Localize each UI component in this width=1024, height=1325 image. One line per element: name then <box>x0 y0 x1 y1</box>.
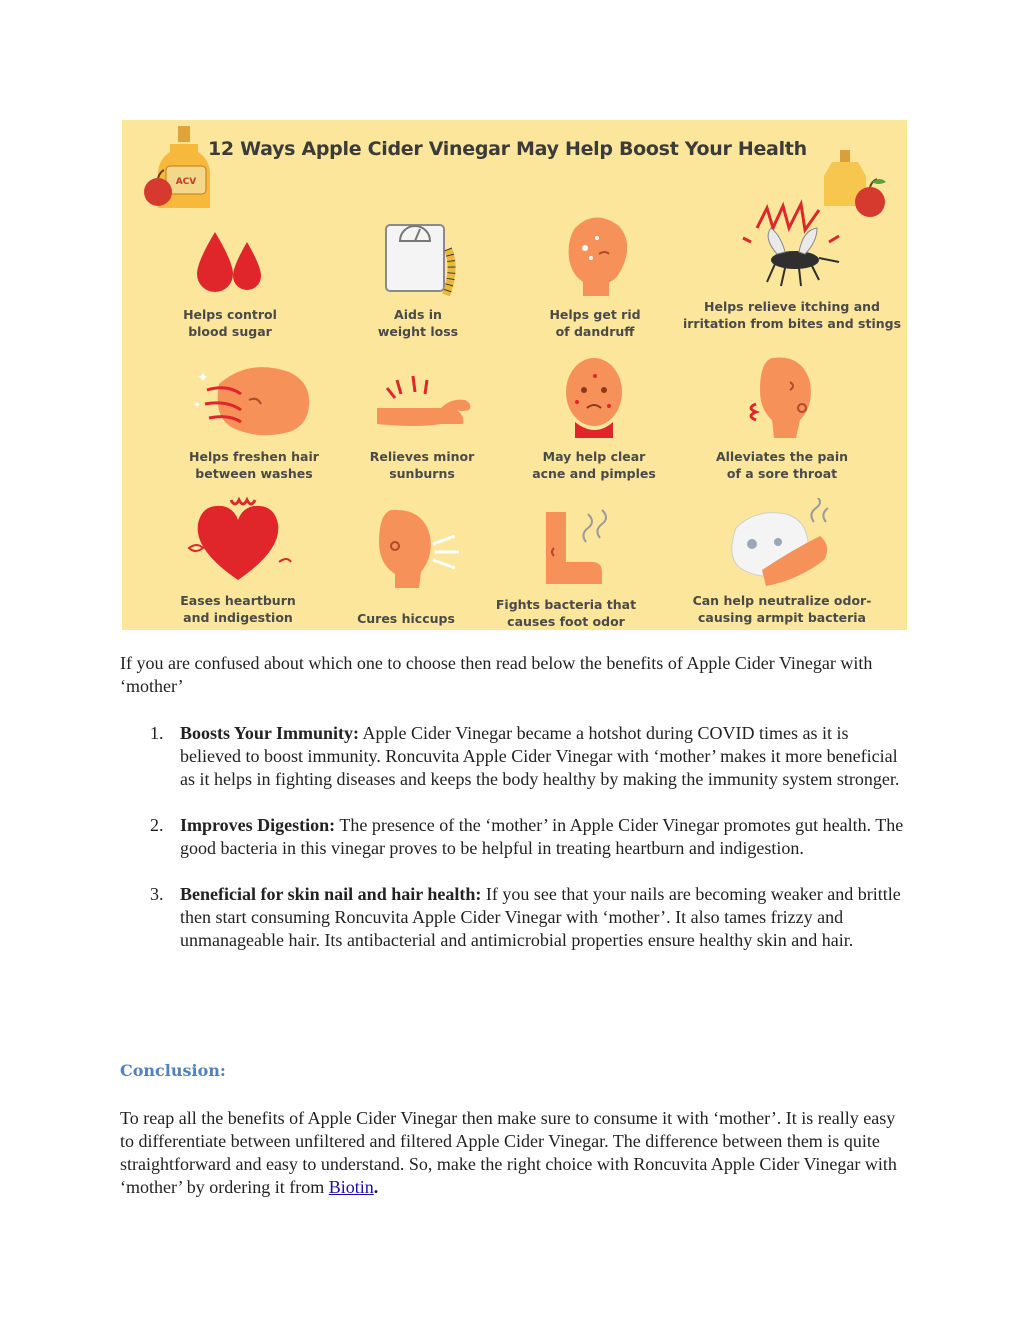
list-item-title: Improves Digestion: <box>180 815 336 835</box>
hiccup-head-icon <box>351 504 461 590</box>
benefit-sore-throat <box>684 352 880 482</box>
benefit-label-2: and indigestion <box>183 610 293 625</box>
benefit-label-2: of a sore throat <box>726 466 838 481</box>
benefit-dandruff <box>497 208 693 340</box>
svg-text:✦: ✦ <box>197 371 209 386</box>
list-item <box>150 814 905 860</box>
sore-throat-icon <box>732 352 832 442</box>
benefit-label-2: blood sugar <box>188 324 272 339</box>
mosquito-icon <box>737 198 847 298</box>
list-item-title: Boosts Your Immunity: <box>180 723 360 743</box>
list-number: 1. <box>150 723 164 743</box>
vinegar-bottle-icon <box>140 122 220 214</box>
benefit-label-1: Helps relieve itching and <box>704 299 880 314</box>
svg-text:✦: ✦ <box>193 400 202 411</box>
benefit-itching <box>672 198 907 332</box>
benefit-label-1: Aids in <box>394 307 442 322</box>
benefit-blood-sugar <box>132 220 328 340</box>
list-item <box>150 883 905 952</box>
benefit-label-2: acne and pimples <box>532 466 656 481</box>
acne-face-icon <box>549 352 639 442</box>
infographic-title: 12 Ways Apple Cider Vinegar May Help Boost Your Health <box>208 138 807 160</box>
conclusion-paragraph <box>120 1107 905 1199</box>
sunburn-arm-icon <box>367 370 477 442</box>
benefit-foot-odor <box>468 502 664 630</box>
benefit-label-1: Helps freshen hair <box>189 449 319 464</box>
benefit-label-2: of dandruff <box>555 324 635 339</box>
benefit-label-1: Alleviates the pain <box>715 449 849 464</box>
benefit-label-1: Helps get rid <box>549 307 641 322</box>
foot-icon <box>516 502 616 590</box>
benefit-label-1: Relieves minor <box>369 449 475 464</box>
benefits-list <box>150 722 905 975</box>
benefit-label-2: causes foot odor <box>507 614 625 629</box>
head-dandruff-icon <box>545 208 645 300</box>
bottle-label: ACV <box>175 177 197 187</box>
benefit-label-1: Fights bacteria that <box>495 597 637 612</box>
list-item-title: Beneficial for skin nail and hair health: <box>180 884 482 904</box>
benefit-acne <box>496 352 692 482</box>
benefit-label-1: Cures hiccups <box>357 611 455 626</box>
benefit-label-1: Can help neutralize odor- <box>692 593 872 608</box>
conclusion-period: . <box>373 1177 379 1197</box>
benefit-weight-loss <box>320 215 516 340</box>
heart-icon <box>183 496 293 586</box>
list-item-text: Apple Cider Vinegar became a hotshot during COVID times as it is believed to boost immunity. Roncuvita Apple Cider Vinegar with ‘mother’ makes it more beneficial as it helps in fighting diseases and keeps the body healthy by making the immunity system stronger. <box>180 723 900 789</box>
list-item <box>150 722 905 791</box>
benefit-heartburn <box>140 496 336 626</box>
list-item-text: If you see that your nails are becoming weaker and brittle then start consuming Roncuvita Apple Cider Vinegar with ‘mother’. It also tames frizzy and unmanageable hair. Its antibacterial and antimicrobial properties ensure healthy skin and hair. <box>180 884 901 950</box>
scale-icon <box>368 215 468 305</box>
list-number: 3. <box>150 884 164 904</box>
intro-paragraph: If you are confused about which one to choose then read below the benefits of Apple Cider Vinegar with ‘mother’ <box>120 653 873 696</box>
benefit-label-1: May help clear <box>542 449 646 464</box>
benefit-label-2: sunburns <box>389 466 455 481</box>
infographic <box>122 120 907 630</box>
armpit-icon <box>722 498 842 590</box>
benefit-hair <box>156 360 352 482</box>
benefit-label-2: irritation from bites and stings <box>682 316 902 331</box>
benefit-sunburn <box>324 370 520 482</box>
list-item-text: The presence of the ‘mother’ in Apple Cider Vinegar promotes gut health. The good bacteria in this vinegar proves to be helpful in treating heartburn and indigestion. <box>180 815 904 858</box>
benefit-armpit <box>662 498 902 626</box>
hair-icon <box>189 360 319 442</box>
biotin-link[interactable]: Biotin <box>328 1177 374 1197</box>
conclusion-heading: Conclusion: <box>120 1061 226 1080</box>
blood-drops-icon <box>185 220 275 300</box>
benefit-label-1: Eases heartburn <box>180 593 296 608</box>
list-number: 2. <box>150 815 164 835</box>
benefit-label-2: between washes <box>195 466 313 481</box>
benefit-label-2: causing armpit bacteria <box>698 610 866 625</box>
conclusion-text: To reap all the benefits of Apple Cider Vinegar then make sure to consume it with ‘mother’. It is really easy to differentiate between unfiltered and filtered Apple Cider Vinegar. The difference between them is quite straightforward and easy to understand. So, make the right choice with Roncuvita Apple Cider Vinegar with ‘mother’ by ordering it from <box>120 1108 897 1197</box>
benefit-label-1: Helps control <box>183 307 277 322</box>
benefit-label-2: weight loss <box>377 324 459 339</box>
